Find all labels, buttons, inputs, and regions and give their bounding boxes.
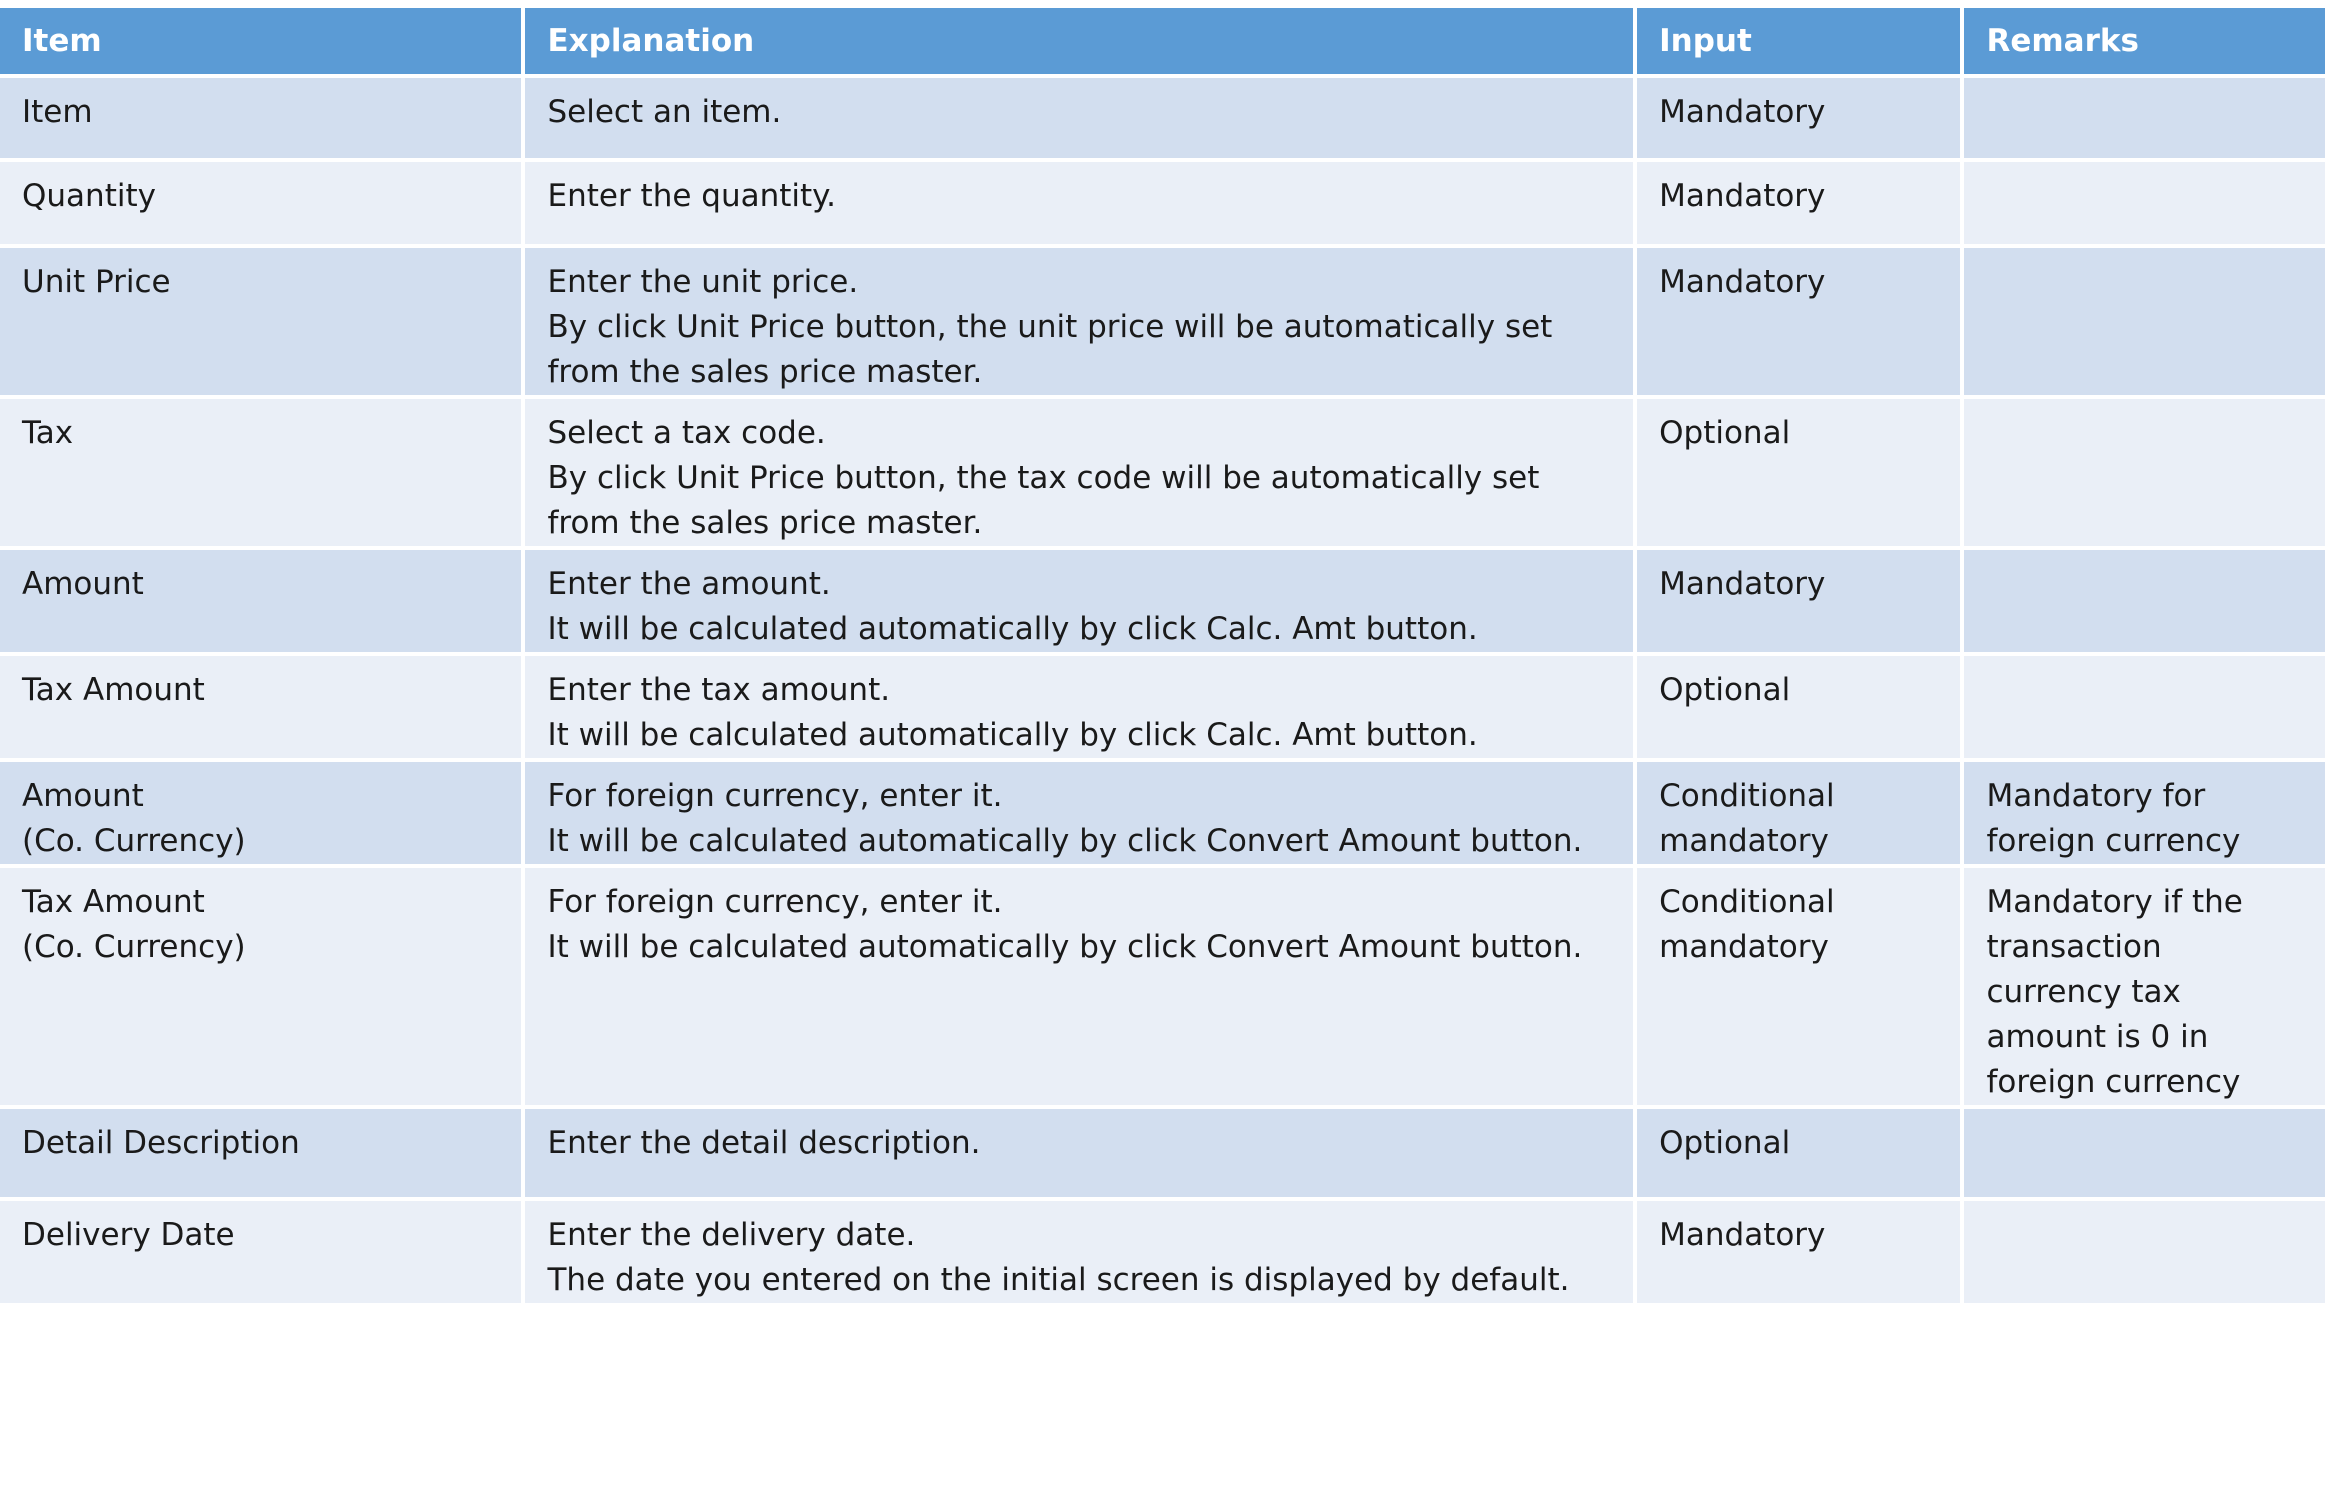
cell-explanation: For foreign currency, enter it. It will be calculated automatically by click Convert Amount button. <box>525 762 1633 864</box>
cell-remarks <box>1964 162 2325 244</box>
header-item: Item <box>0 8 521 74</box>
table-row <box>0 868 2325 1105</box>
field-spec-table <box>0 4 2329 1307</box>
cell-input: Optional <box>1637 399 1960 546</box>
cell-item: Unit Price <box>0 248 521 395</box>
table-row <box>0 399 2325 546</box>
cell-item: Tax Amount (Co. Currency) <box>0 868 521 1105</box>
table-row <box>0 1201 2325 1303</box>
cell-item: Delivery Date <box>0 1201 521 1303</box>
cell-item: Item <box>0 78 521 158</box>
cell-remarks <box>1964 656 2325 758</box>
table-row <box>0 550 2325 652</box>
cell-item: Tax <box>0 399 521 546</box>
cell-remarks <box>1964 399 2325 546</box>
cell-input: Mandatory <box>1637 162 1960 244</box>
cell-input: Mandatory <box>1637 78 1960 158</box>
cell-explanation: For foreign currency, enter it. It will be calculated automatically by click Convert Amount button. <box>525 868 1633 1105</box>
cell-remarks <box>1964 550 2325 652</box>
cell-remarks <box>1964 78 2325 158</box>
cell-remarks <box>1964 1109 2325 1197</box>
table-row <box>0 162 2325 244</box>
cell-item: Amount (Co. Currency) <box>0 762 521 864</box>
header-explanation: Explanation <box>525 8 1633 74</box>
cell-input: Mandatory <box>1637 550 1960 652</box>
table-row <box>0 1109 2325 1197</box>
cell-explanation: Enter the detail description. <box>525 1109 1633 1197</box>
cell-item: Amount <box>0 550 521 652</box>
cell-explanation: Enter the quantity. <box>525 162 1633 244</box>
header-input: Input <box>1637 8 1960 74</box>
table-row <box>0 762 2325 864</box>
cell-input: Optional <box>1637 656 1960 758</box>
cell-remarks: Mandatory for foreign currency <box>1964 762 2325 864</box>
cell-remarks: Mandatory if the transaction currency tax amount is 0 in foreign currency <box>1964 868 2325 1105</box>
cell-input: Conditional mandatory <box>1637 868 1960 1105</box>
cell-input: Mandatory <box>1637 248 1960 395</box>
cell-input: Mandatory <box>1637 1201 1960 1303</box>
cell-explanation: Enter the delivery date. The date you entered on the initial screen is displayed by default. <box>525 1201 1633 1303</box>
table-row <box>0 656 2325 758</box>
table-row <box>0 248 2325 395</box>
cell-input: Conditional mandatory <box>1637 762 1960 864</box>
cell-explanation: Select a tax code. By click Unit Price button, the tax code will be automatically set from the sales price master. <box>525 399 1633 546</box>
cell-explanation: Enter the unit price. By click Unit Price button, the unit price will be automatically set from the sales price master. <box>525 248 1633 395</box>
cell-explanation: Enter the amount. It will be calculated automatically by click Calc. Amt button. <box>525 550 1633 652</box>
cell-input: Optional <box>1637 1109 1960 1197</box>
cell-explanation: Select an item. <box>525 78 1633 158</box>
cell-item: Quantity <box>0 162 521 244</box>
cell-remarks <box>1964 248 2325 395</box>
header-remarks: Remarks <box>1964 8 2325 74</box>
cell-remarks <box>1964 1201 2325 1303</box>
header-row <box>0 8 2325 74</box>
table-row <box>0 78 2325 158</box>
cell-explanation: Enter the tax amount. It will be calculated automatically by click Calc. Amt button. <box>525 656 1633 758</box>
cell-item: Detail Description <box>0 1109 521 1197</box>
cell-item: Tax Amount <box>0 656 521 758</box>
